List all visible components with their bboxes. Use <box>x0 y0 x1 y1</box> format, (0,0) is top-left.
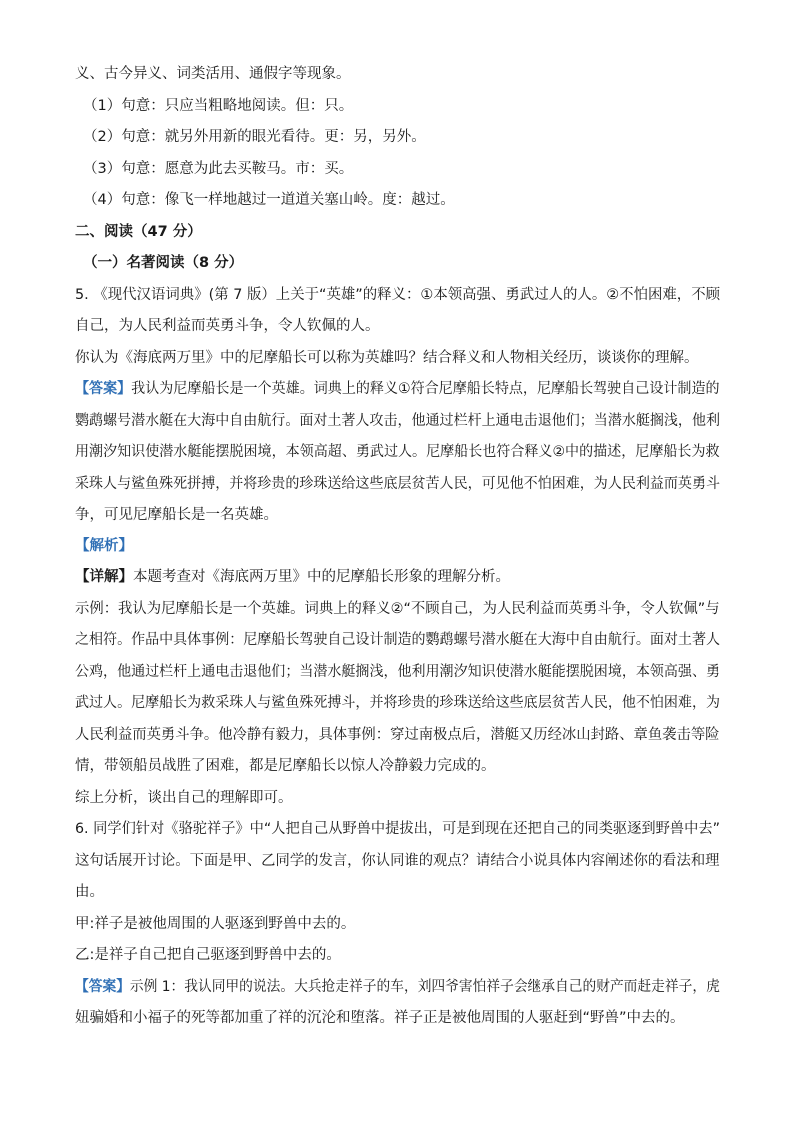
detail-tag: 【详解】 <box>75 569 133 585</box>
question-text: 这句话展开讨论。下面是甲、乙同学的发言，你认同谁的观点？请结合小说具体内容阐述你的看法和理 <box>75 853 720 869</box>
question-text: 自己，为人民利益而英勇斗争，令人钦佩的人。 <box>75 318 380 334</box>
answer-tag: 【答案】 <box>75 979 130 995</box>
list-item: （2）句意：就另外用新的眼光看待。更：另，另外。 <box>83 129 426 145</box>
answer-text: 妞骗婚和小福子的死等都加重了祥的沉沦和堕落。祥子正是被他周围的人驱赶到“野兽”中去的。 <box>75 1010 685 1026</box>
question-text: 你认为《海底两万里》中的尼摩船长可以称为英雄吗？结合释义和人物相关经历，谈谈你的理解。 <box>75 350 699 366</box>
text-line: 义、古今异义、词类活用、通假字等现象。 <box>75 66 351 82</box>
answer-text: 示例 1：我认同甲的说法。大兵抢走祥子的车，刘四爷害怕祥子会继承自己的财产而赶走祥子，虎 <box>129 979 720 995</box>
detail-text: 本题考查对《海底两万里》中的尼摩船长形象的理解分析。 <box>133 569 510 585</box>
detail-text: 情，带领船员战胜了困难，都是尼摩船长以惊人冷静毅力完成的。 <box>75 758 496 774</box>
detail-text: 武过人。尼摩船长为救采珠人与鲨鱼殊死搏斗，并将珍贵的珍珠送给这些底层贫苦人民，他不怕困难，为 <box>75 695 720 711</box>
detail-text: 之相符。作品中具体事例：尼摩船长驾驶自己设计制造的鹦鹉螺号潜水艇在大海中自由航行。面对土著人 <box>75 632 720 648</box>
speaker-statement: 甲:祥子是被他周围的人驱逐到野兽中去的。 <box>75 916 356 932</box>
detail-text: 人民利益而英勇斗争。他冷静有毅力，具体事例：穿过南极点后，潜艇又历经冰山封路、章鱼袭击等险 <box>75 727 720 743</box>
list-item: （4）句意：像飞一样地越过一道道关塞山岭。度：越过。 <box>83 192 455 208</box>
answer-text: 用潮汐知识使潜水艇能摆脱困境，本领高超、勇武过人。尼摩船长也符合释义②中的描述，尼摩船长为救 <box>75 444 720 460</box>
speaker-statement: 乙:是祥子自己把自己驱逐到野兽中去的。 <box>75 947 341 963</box>
answer-text: 采珠人与鲨鱼殊死拼搏，并将珍贵的珍珠送给这些底层贫苦人民，可见他不怕困难，为人民利益而英勇斗 <box>75 476 720 492</box>
question-text: 6. 同学们针对《骆驼祥子》中“人把自己从野兽中提拔出，可是到现在还把自己的同类驱逐到野兽中去” <box>75 821 720 837</box>
subsection-heading: （一）名著阅读（8 分） <box>83 255 244 271</box>
detail-line <box>75 567 510 587</box>
detail-text: 示例：我认为尼摩船长是一个英雄。词典上的释义②“不顾自己，为人民利益而英勇斗争，令人钦佩”与 <box>75 601 720 617</box>
analysis-tag-line <box>75 536 133 556</box>
question-text: 5. 《现代汉语词典》(第 7 版）上关于“英雄”的释义：①本领高强、勇武过人的人。②不怕困难，不顾 <box>75 287 721 303</box>
answer-text: 争，可见尼摩船长是一名英雄。 <box>75 507 278 523</box>
section-heading: 二、阅读（47 分） <box>75 224 202 240</box>
list-item: （1）句意：只应当粗略地阅读。但：只。 <box>83 98 354 114</box>
answer-text: 我认为尼摩船长是一个英雄。词典上的释义①符合尼摩船长特点，尼摩船长驾驶自己设计制造的 <box>131 381 720 397</box>
answer-line <box>75 977 720 997</box>
answer-text: 鹦鹉螺号潜水艇在大海中自由航行。面对土著人攻击，他通过栏杆上通电击退他们；当潜水艇搁浅，他利 <box>75 413 720 429</box>
answer-line <box>75 379 720 399</box>
detail-text: 公鸡，他通过栏杆上通电击退他们；当潜水艇搁浅，他利用潮汐知识使潜水艇能摆脱困境，本领高强、勇 <box>75 664 720 680</box>
list-item: （3）句意：愿意为此去买鞍马。市：买。 <box>83 161 354 177</box>
answer-tag: 【答案】 <box>75 381 132 397</box>
detail-text: 综上分析，谈出自己的理解即可。 <box>75 790 293 806</box>
analysis-tag: 【解析】 <box>75 538 133 554</box>
question-text: 由。 <box>75 884 104 900</box>
